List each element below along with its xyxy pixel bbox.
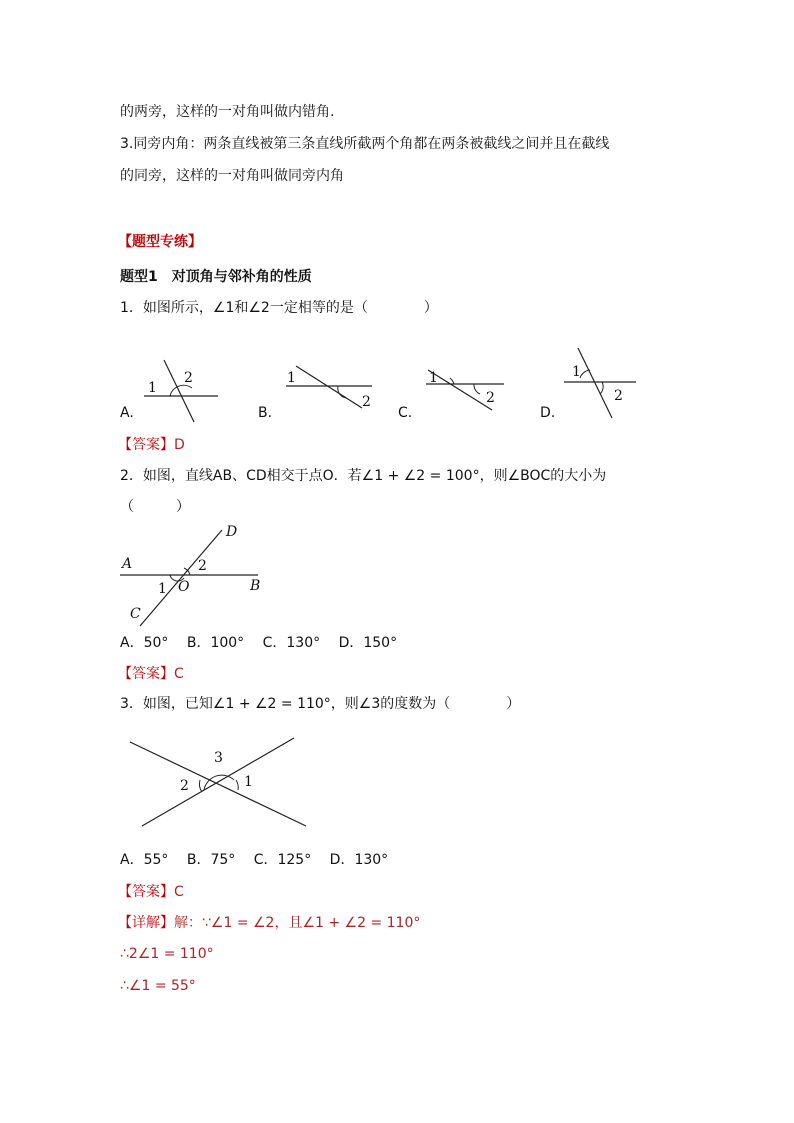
q1-option-b: B. [258,405,273,421]
q1d-label-1: 1 [572,364,581,380]
section-title: 【题型专练】 [118,234,202,250]
q1-figure-c [422,358,512,420]
q2-label-a: A [122,556,133,572]
q2-figure [118,520,268,630]
q2-label-1: 1 [158,581,167,597]
q1c-label-1: 1 [429,370,438,386]
detail-line: ∴2∠1 = 110° [120,946,214,962]
q3-answer [118,882,184,902]
q2-label-d: D [226,524,238,540]
answer-value: D [174,437,185,453]
answer-value: C [174,884,184,900]
q1b-label-1: 1 [287,370,296,386]
question-2-stem: 2．如图，直线AB、CD相交于点O．若∠1 + ∠2 = 100°，则∠BOC的大小为 [120,468,607,484]
q1-option-a: A. [120,405,134,421]
intro-line-2: 3.同旁内角：两条直线被第三条直线所截两个角都在两条被截线之间并且在截线 [120,136,610,152]
q2-label-c: C [130,606,141,622]
q1b-label-2: 2 [362,394,371,410]
q2-label-2: 2 [198,558,207,574]
question-2-stem-cont: （ ） [120,499,190,515]
q1-figure-b [282,360,382,420]
intro-line-1: 的两旁，这样的一对角叫做内错角. [120,104,335,120]
answer-prefix: 【答案】 [118,666,174,682]
q2-options: A．50° B．100° C．130° D．150° [120,635,398,651]
answer-value: C [174,666,184,682]
detail-prefix: 【详解】 [118,915,174,931]
detail-line: ∴∠1 = 55° [120,978,196,994]
q1-option-d: D. [540,405,556,421]
q1d-label-2: 2 [614,388,623,404]
q1-figure-d [560,346,640,428]
q2-answer [118,664,184,684]
q2-label-b: B [250,578,261,594]
q3-detail [118,913,420,933]
q1-answer [118,435,185,455]
question-3-stem: 3．如图，已知∠1 + ∠2 = 110°，则∠3的度数为（ ） [120,696,521,712]
answer-prefix: 【答案】 [118,884,174,900]
q1a-label-2: 2 [184,370,193,386]
question-1-stem: 1．如图所示，∠1和∠2一定相等的是（ ） [120,300,438,316]
q1a-label-1: 1 [148,380,157,396]
detail-line: 解：∵∠1 = ∠2，且∠1 + ∠2 = 110° [174,915,421,931]
q1-option-c: C. [398,405,413,421]
q3-label-3: 3 [214,750,223,766]
q1c-label-2: 2 [486,390,495,406]
answer-prefix: 【答案】 [118,437,174,453]
topic-title: 题型1 对顶角与邻补角的性质 [120,269,312,285]
q1-figure-a [140,352,230,422]
q3-label-2: 2 [180,778,189,794]
intro-line-3: 的同旁，这样的一对角叫做同旁内角 [120,168,344,184]
q3-options: A．55° B．75° C．125° D．130° [120,852,389,868]
q3-figure [126,732,316,832]
q3-label-1: 1 [244,774,253,790]
q2-label-o: O [178,579,190,595]
